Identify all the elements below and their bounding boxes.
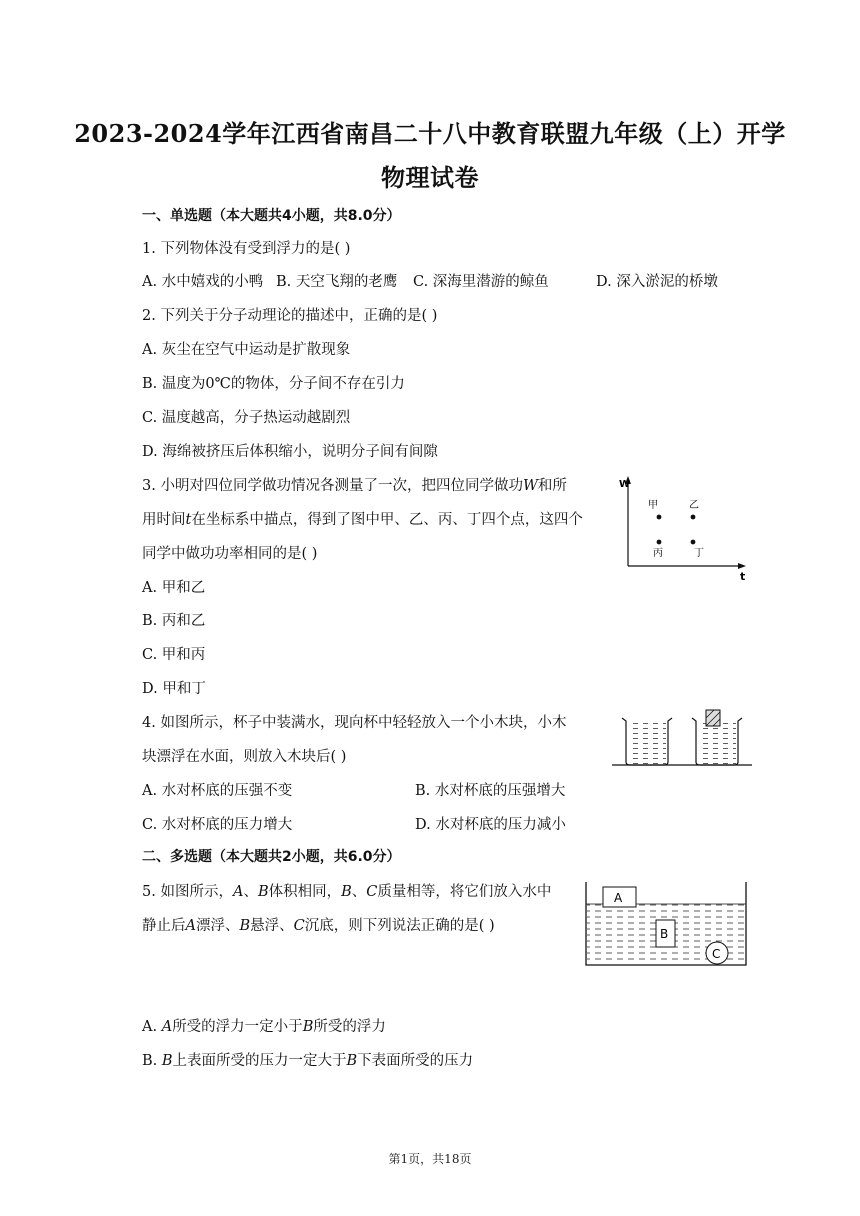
exam-title-line2: 物理试卷 <box>381 163 479 192</box>
q5-stem-line2 <box>142 914 495 935</box>
q4-stem-line2: 块漂浮在水面，则放入木块后( ) <box>142 749 347 765</box>
q3-wt-graph <box>616 474 756 586</box>
q4-option-b: B. 水对杯底的压强增大 <box>415 783 566 799</box>
q5-text: 下表面所受的压力 <box>357 1053 474 1069</box>
block-b-label: B <box>660 927 669 941</box>
q5-var: B <box>346 1053 358 1069</box>
block-a-label: A <box>614 891 623 905</box>
cup1-water <box>628 723 666 764</box>
page-footer: 第1页，共18页 <box>388 1152 472 1166</box>
q3-stem-line2 <box>142 508 583 529</box>
exam-title-line1: 2023-2024学年江西省南昌二十八中教育联盟九年级（上）开学 <box>74 119 786 148</box>
q5-text: 悬浮、 <box>250 918 294 934</box>
q5-text: 漂浮、 <box>195 918 240 934</box>
graph-point-jia-label: 甲 <box>648 500 658 511</box>
q3-stem-text: 在坐标系中描点，得到了图中甲、乙、丙、丁四个点，这四个 <box>191 512 583 528</box>
graph-point-jia <box>657 515 662 520</box>
q5-text: 沉底，则下列说法正确的是( ) <box>304 918 495 934</box>
q5-text: 所受的浮力 <box>313 1019 386 1035</box>
ball-c-label: C <box>712 947 721 961</box>
section1-heading: 一、单选题（本大题共4小题，共8.0分） <box>142 208 401 224</box>
q5-text: 、 <box>243 884 258 900</box>
q2-option-a: A. 灰尘在空气中运动是扩散现象 <box>142 342 351 358</box>
q5-text: 体积相同， <box>268 884 342 900</box>
q4-option-d: D. 水对杯底的压力减小 <box>415 817 566 833</box>
graph-point-yi-label: 乙 <box>689 500 699 511</box>
q5-text: 上表面所受的压力一定大于 <box>172 1053 347 1069</box>
section2-heading: 二、多选题（本大题共2小题，共6.0分） <box>142 849 401 865</box>
graph-point-ding <box>691 540 696 545</box>
q3-option-b: B. 丙和乙 <box>142 613 206 629</box>
graph-point-bing <box>657 540 662 545</box>
graph-x-label: t <box>740 570 746 583</box>
q5-stem-line1 <box>142 880 551 901</box>
q5-option-a <box>142 1015 386 1036</box>
q5-var: B <box>257 884 269 900</box>
q5-var: A <box>185 918 196 934</box>
q1-option-d: D. 深入淤泥的桥墩 <box>596 274 718 290</box>
q4-option-a: A. 水对杯底的压强不变 <box>142 783 293 799</box>
q3-stem-text: 用时间 <box>142 512 186 528</box>
q4-stem-line1: 4. 如图所示，杯子中装满水，现向杯中轻轻放入一个小木块，小木 <box>142 715 567 731</box>
q5-option-b <box>142 1049 473 1070</box>
q5-text: 5. 如图所示， <box>142 884 233 900</box>
q5-var: B <box>302 1019 314 1035</box>
graph-point-ding-label: 丁 <box>694 548 704 559</box>
q3-stem-line1 <box>142 474 567 495</box>
q5-text: 、 <box>351 884 367 900</box>
q2-option-b: B. 温度为0℃的物体，分子间不存在引力 <box>142 376 405 392</box>
q5-text: B. <box>142 1053 162 1069</box>
graph-x-arrow <box>738 563 746 569</box>
q5-var: A <box>161 1019 173 1035</box>
q3-var-t: t <box>185 512 192 528</box>
q1-option-a: A. 水中嬉戏的小鸭 <box>142 274 264 290</box>
q5-text: 静止后 <box>142 918 186 934</box>
q5-text: A. <box>142 1019 162 1035</box>
q5-var: C <box>366 884 378 900</box>
q5-tank-figure <box>583 878 751 970</box>
q3-stem-line3: 同学中做功功率相同的是( ) <box>142 546 318 562</box>
q5-text: 质量相等，将它们放入水中 <box>377 884 552 900</box>
q1-stem: 1. 下列物体没有受到浮力的是( ) <box>142 241 351 257</box>
q2-option-c: C. 温度越高，分子热运动越剧烈 <box>142 410 351 426</box>
q5-var: C <box>293 918 305 934</box>
q5-text: 所受的浮力一定小于 <box>172 1019 303 1035</box>
q3-option-d: D. 甲和丁 <box>142 681 206 697</box>
q3-option-a: A. 甲和乙 <box>142 580 206 596</box>
q2-option-d: D. 海绵被挤压后体积缩小，说明分子间有间隙 <box>142 444 438 460</box>
q3-stem-text: 3. 小明对四位同学做功情况各测量了一次，把四位同学做功 <box>142 478 523 494</box>
q3-option-c: C. 甲和丙 <box>142 647 206 663</box>
q5-var: A <box>232 884 244 900</box>
graph-point-yi <box>691 515 696 520</box>
q1-option-c: C. 深海里潜游的鲸鱼 <box>413 274 549 290</box>
q2-stem: 2. 下列关于分子动理论的描述中，正确的是( ) <box>142 308 438 324</box>
graph-point-bing-label: 丙 <box>653 548 663 559</box>
q4-cups-figure <box>612 706 754 770</box>
q4-option-c: C. 水对杯底的压力增大 <box>142 817 293 833</box>
q5-var: B <box>161 1053 173 1069</box>
cup2-water <box>698 723 736 764</box>
graph-y-label: W <box>619 479 631 490</box>
q1-option-b: B. 天空飞翔的老鹰 <box>276 274 398 290</box>
q3-var-w: W <box>522 478 538 494</box>
q5-var: B <box>239 918 251 934</box>
q5-var: B <box>341 884 352 900</box>
q3-stem-text: 和所 <box>537 478 567 494</box>
